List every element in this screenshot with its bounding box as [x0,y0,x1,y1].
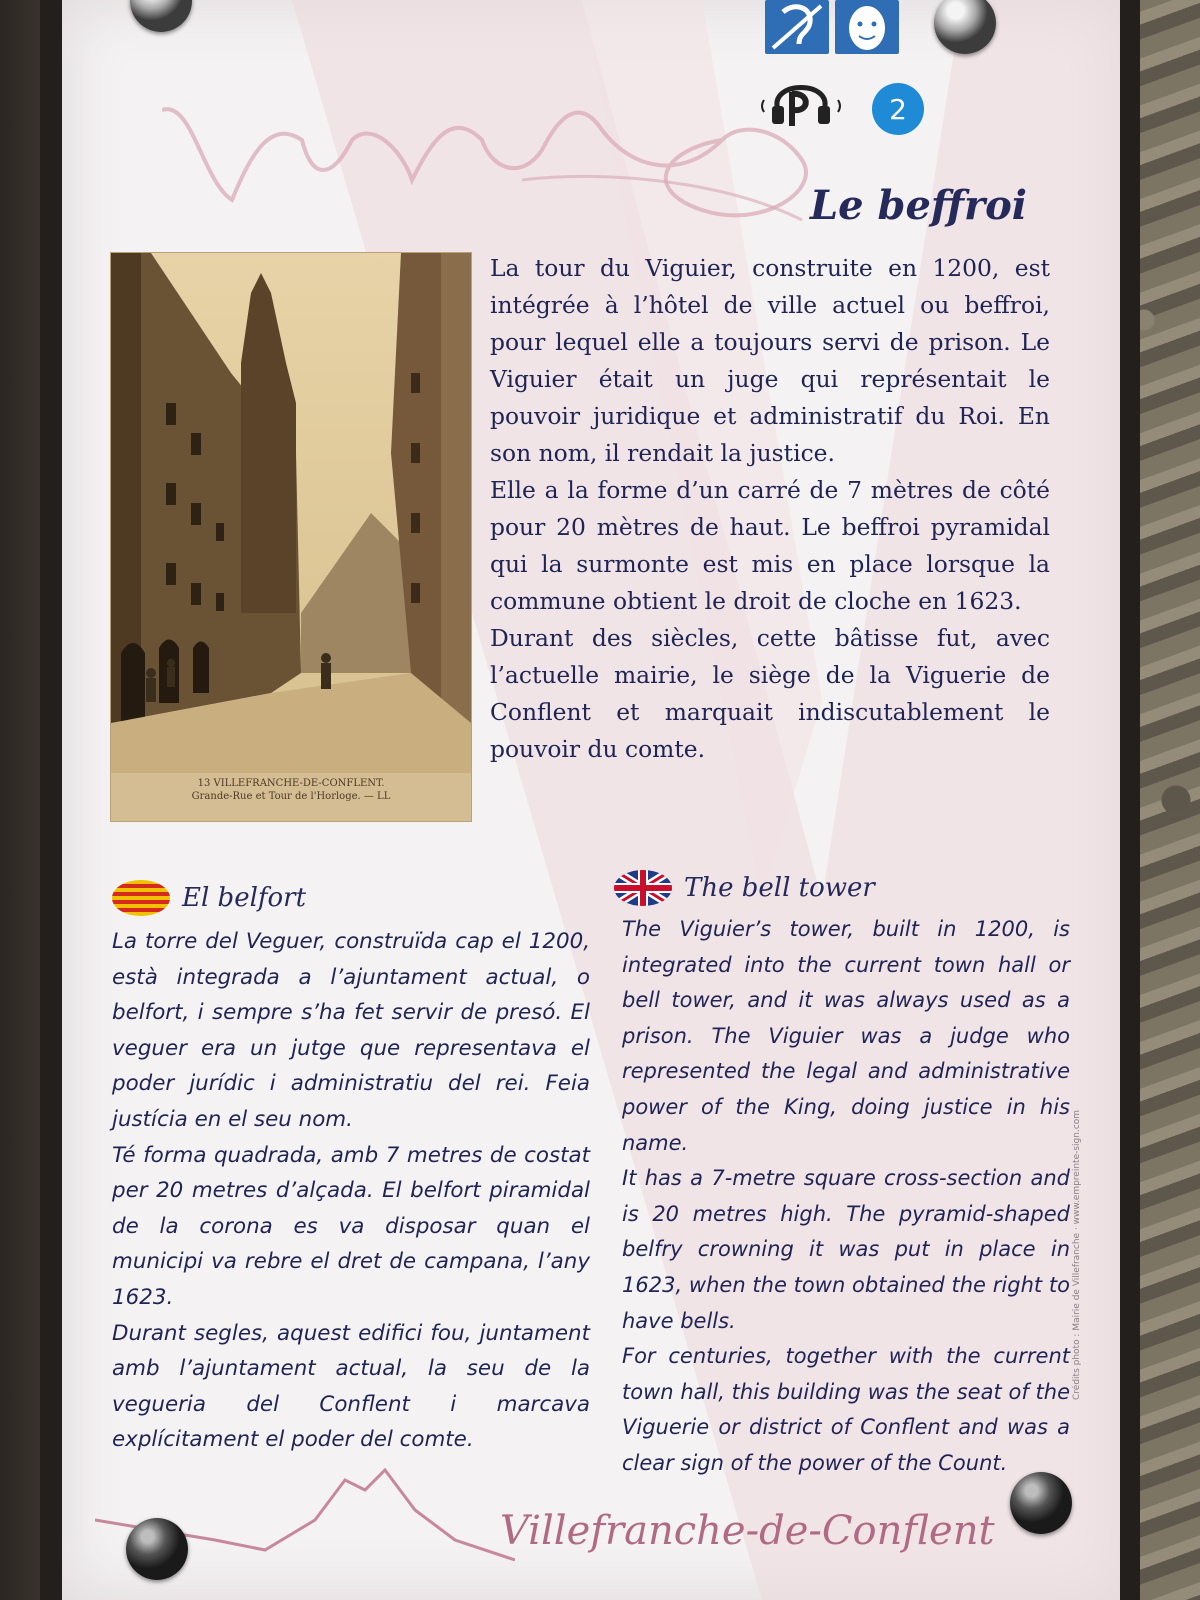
french-description [490,250,1050,768]
photo-credits [1072,1070,1084,1410]
english-paragraph-3: For centuries, together with the current town hall, this building was the seat of the Viguerie or district of Conflent and was a clear sign of the power of the Count. [622,1344,1070,1475]
catalan-description [112,924,590,1458]
audio-guide-icon [758,70,844,134]
french-paragraph-2: Elle a la forme d’un carré de 7 mètres de côté pour 20 mètres de haut. Le beffroi pyramidal qui la surmonte est mis en place lorsque la commune obtient le droit de cloche en 1623. [490,476,1050,615]
photo-caption-line-2: Grande-Rue et Tour de l'Horloge. — LL [191,791,391,802]
catalan-heading [112,880,306,916]
english-paragraph-1: The Viguier’s tower, built in 1200, is integrated into the current town hall or bell tower, and it was always used as a prison. The Viguier was a judge who represented the legal and administrative power of the King, doing justice in his name. [622,917,1070,1155]
handwritten-watermark [162,30,882,250]
catalan-paragraph-3: Durant segles, aquest edifici fou, juntament amb l’ajuntament actual, la seu de la vegueria del Conflent i marcava explícitament el poder del comte. [112,1320,590,1453]
vintage-postcard-photo [110,252,472,822]
face-icon [835,0,899,54]
mounting-screw-bottom-left [126,1518,188,1580]
catalan-paragraph-1: La torre del Veguer, construïda cap el 1200, està integrada a l’ajuntament actual, o belfort, i sempre s’ha fet servir de presó. El veguer era un jutge que representava el poder jurídic i administratiu del rei. Feia justícia en el seu nom. [112,929,590,1132]
hearing-impaired-icon [765,0,829,54]
street-scene-illustration [111,253,471,821]
french-paragraph-3: Durant des siècles, cette bâtisse fut, avec l’actuelle mairie, le siège de la Viguerie de Conflent et marquait indiscutablement le pouvoir du comte. [490,624,1050,763]
english-paragraph-2: It has a 7-metre square cross-section and is 20 metres high. The pyramid-shaped belfry crowning it was put in place in 1623, when the town obtained the right to have bells. [622,1166,1070,1333]
photo-caption [111,777,471,803]
french-paragraph-1: La tour du Viguier, construite en 1200, est intégrée à l’hôtel de ville actuel ou beffroi, pour lequel elle a toujours servi de prison. Le Viguier était un juge qui représentait le pouvoir juridique et administratif du Roi. En son nom, il rendait la justice. [490,254,1050,467]
town-signature: Villefranche-de-Conflent [500,1508,995,1554]
catalan-heading-label: El belfort [182,883,307,913]
catalan-flag-icon [112,880,170,916]
credits-text: Crédits photo : Mairie de Villefranche · www.empreinte-sign.com [1072,1109,1082,1400]
information-panel [62,0,1120,1600]
mounting-screw-bottom-right [1010,1472,1072,1534]
photo-caption-line-1: 13 VILLEFRANCHE-DE-CONFLENT. [197,778,385,789]
page-title: Le beffroi [810,182,1027,229]
english-heading-label: The bell tower [684,873,875,903]
english-description [622,912,1070,1482]
accessibility-icons [765,0,905,56]
english-heading [614,870,875,906]
step-number-badge: 2 [872,83,924,135]
uk-flag-icon [614,870,672,906]
catalan-paragraph-2: Té forma quadrada, amb 7 metres de costat per 20 metres d’alçada. El belfort piramidal de la corona es va disposar quan el municipi va rebre el dret de campana, l’any 1623. [112,1142,590,1310]
